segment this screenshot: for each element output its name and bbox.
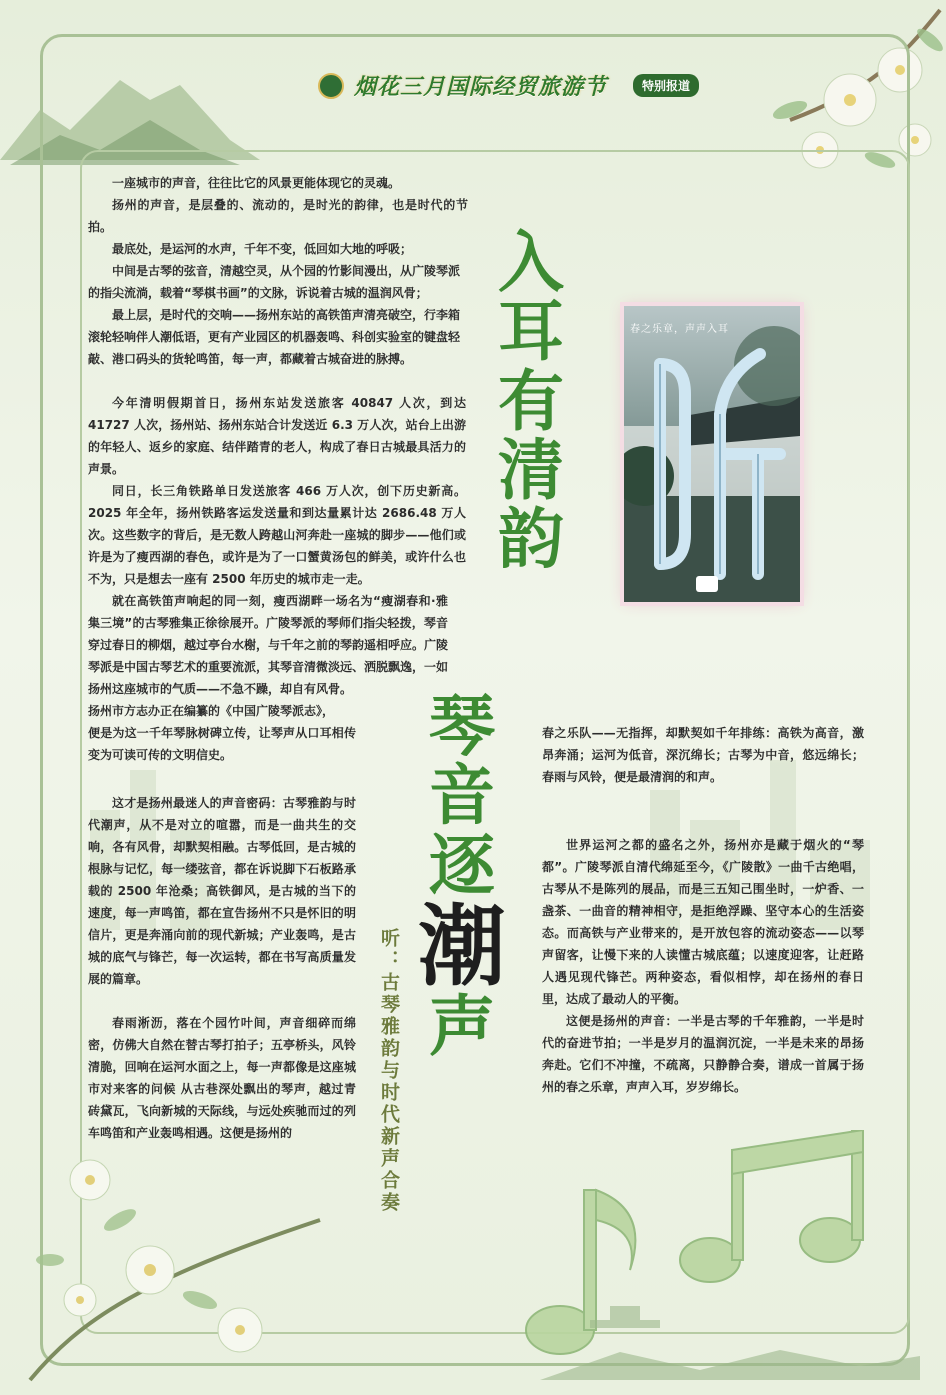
paragraph: 扬州的声音，是层叠的、流动的，是时光的韵律，也是时代的节拍。 xyxy=(88,198,468,234)
headline-char-brush: 潮 xyxy=(418,893,507,998)
feature-photo xyxy=(624,306,800,602)
paragraph: 今年清明假期首日，扬州东站发送旅客 40847 人次，到达 41727 人次，扬州站、扬州东站合计发送近 6.3 万人次，站台上出游的年轻人、返乡的家庭、结伴踏青的老人，构成了春日古城最具活力的声景。 xyxy=(88,396,466,476)
paragraph: 世界运河之都的盛名之外，扬州亦是藏于烟火的“琴都”。广陵琴派自清代绵延至今，《广陵散》一曲千古绝唱，古琴从不是陈列的展品，而是三五知己围坐时，一炉香、一盏茶、一曲音的精神相守，是拒绝浮躁、坚守本心的生活姿态。而高铁与产业带来的，是开放包容的流动姿态——以琴声留客，让慢下来的人读懂古城底蕴；以速度迎客，让赶路人遇见现代锋芒。两种姿态，看似相悖，却在扬州的春日里，达成了最动人的平衡。 xyxy=(542,838,864,1006)
headline-char: 声 xyxy=(429,987,495,1066)
article-column-left-bottom xyxy=(88,792,356,1144)
header xyxy=(318,70,699,101)
photo-caption: 春之乐章，声声入耳 xyxy=(630,324,729,335)
headline-char: 耳 xyxy=(498,292,564,371)
headline-char: 琴 xyxy=(429,687,495,765)
paragraph: 同日，长三角铁路单日发送旅客 466 万人次，创下历史新高。2025 年全年，扬州铁路客运发送量和到达量累计达 2686.48 万人次。这些数字的背后，是无数人跨越山河奔赴一座城的脚步——他们或许是为了瘦西湖的春色，或许是为了一口蟹黄汤包的鲜美，或许什么也不为，只是想去一座有 2500 年历史的城市走一走。 xyxy=(88,484,466,586)
special-report-badge: 特别报道 xyxy=(633,74,699,97)
railway-logo-icon xyxy=(696,576,718,592)
paragraph: 中间是古琴的弦音，清越空灵，从个园的竹影间漫出，从广陵琴派的指尖流淌，载着“琴棋书画”的文脉，诉说着古城的温润风骨； xyxy=(88,264,461,300)
flower-branch-bottom-left xyxy=(20,1100,340,1390)
headline-char: 音 xyxy=(429,756,495,835)
paragraph: 一座城市的声音，往往比它的风景更能体现它的灵魂。 xyxy=(112,176,401,190)
paragraph: 这便是扬州的声音：一半是古琴的千年雅韵，一半是时代的奋进节拍；一半是岁月的温润沉淀，一半是未来的昂扬奔赴。它们不冲撞，不疏离，只静静合奏，谱成一首属于扬州的春之乐章，声声入耳，岁岁绵长。 xyxy=(542,1014,864,1094)
headline-char: 韵 xyxy=(498,500,564,579)
headline-char: 逐 xyxy=(429,825,495,904)
paragraph: 扬州市方志办正在编纂的《中国广陵琴派志》， xyxy=(88,704,335,718)
headline-char: 清 xyxy=(498,430,564,509)
paragraph: 最底处，是运河的水声，千年不变，低回如大地的呼吸； xyxy=(112,242,413,256)
headline-char: 入 xyxy=(498,223,564,301)
music-notes-icon xyxy=(500,1130,920,1380)
headline-char: 有 xyxy=(498,361,564,440)
festival-title: 烟花三月国际经贸旅游节 xyxy=(354,74,608,100)
article-column-left-top xyxy=(88,172,468,766)
paragraph: 就在高铁笛声响起的同一刻，瘦西湖畔一场名为“瘦湖春和·雅集三境”的古琴雅集正徐徐展开。广陵琴派的琴师们指尖轻拨，琴音穿过春日的柳烟，越过亭台水榭，与千年之前的琴韵遥相呼应。广陵琴派是中国古琴艺术的重要流派，其琴音清微淡远、洒脱飘逸，一如扬州这座城市的气质——不急不躁，却自有风骨。 xyxy=(88,594,449,696)
headline-line1 xyxy=(498,223,564,579)
headline-line2 xyxy=(418,687,507,1066)
paragraph: 春之乐队——无指挥，却默契如千年排练：高铁为高音，激昂奔涌；运河为低音，深沉绵长；古琴为中音，悠远绵长；春雨与风铃，便是最清润的和声。 xyxy=(542,726,864,784)
paragraph: 春雨淅沥，落在个园竹叶间，声音细碎而绵密，仿佛大自然在替古琴打拍子；五亭桥头，风铃清脆，回响在运河水面之上，每一声都像是这座城市对来客的问候 从古巷深处飘出的琴声，越过青砖黛瓦，飞向新城的天际线，与远处疾驰而过的列车鸣笛和产业轰鸣相遇。这便是扬州的 xyxy=(88,1016,356,1140)
subtitle: 听：古琴雅韵与时代新声合奏 xyxy=(378,928,400,1214)
festival-logo-icon xyxy=(318,73,344,99)
paragraph: 便是为这一千年琴脉树碑立传，让琴声从口耳相传变为可读可传的文明信史。 xyxy=(88,726,356,762)
ting-character-sign-icon xyxy=(640,334,790,584)
paragraph: 最上层，是时代的交响——扬州东站的高铁笛声清亮破空，行李箱滚轮轻响伴人潮低语，更有产业园区的机器轰鸣、科创实验室的键盘轻敲、港口码头的货轮鸣笛，每一声，都藏着古城奋进的脉搏。 xyxy=(88,308,461,366)
article-column-right xyxy=(542,722,864,1098)
paragraph: 这才是扬州最迷人的声音密码：古琴雅韵与时代潮声，从不是对立的喧嚣，而是一曲共生的交响，各有风骨，却默契相融。古琴低回，是古城的根脉与记忆，每一缕弦音，都在诉说脚下石板路承载的 2500 年沧桑；高铁御风，是古城的当下的速度，每一声鸣笛，都在宣告扬州不只是怀旧的明信片，更是奔涌向前的现代新城；产业轰鸣，是古城的底气与锋芒，每一次运转，都在书写高质量发展的篇章。 xyxy=(88,796,356,986)
